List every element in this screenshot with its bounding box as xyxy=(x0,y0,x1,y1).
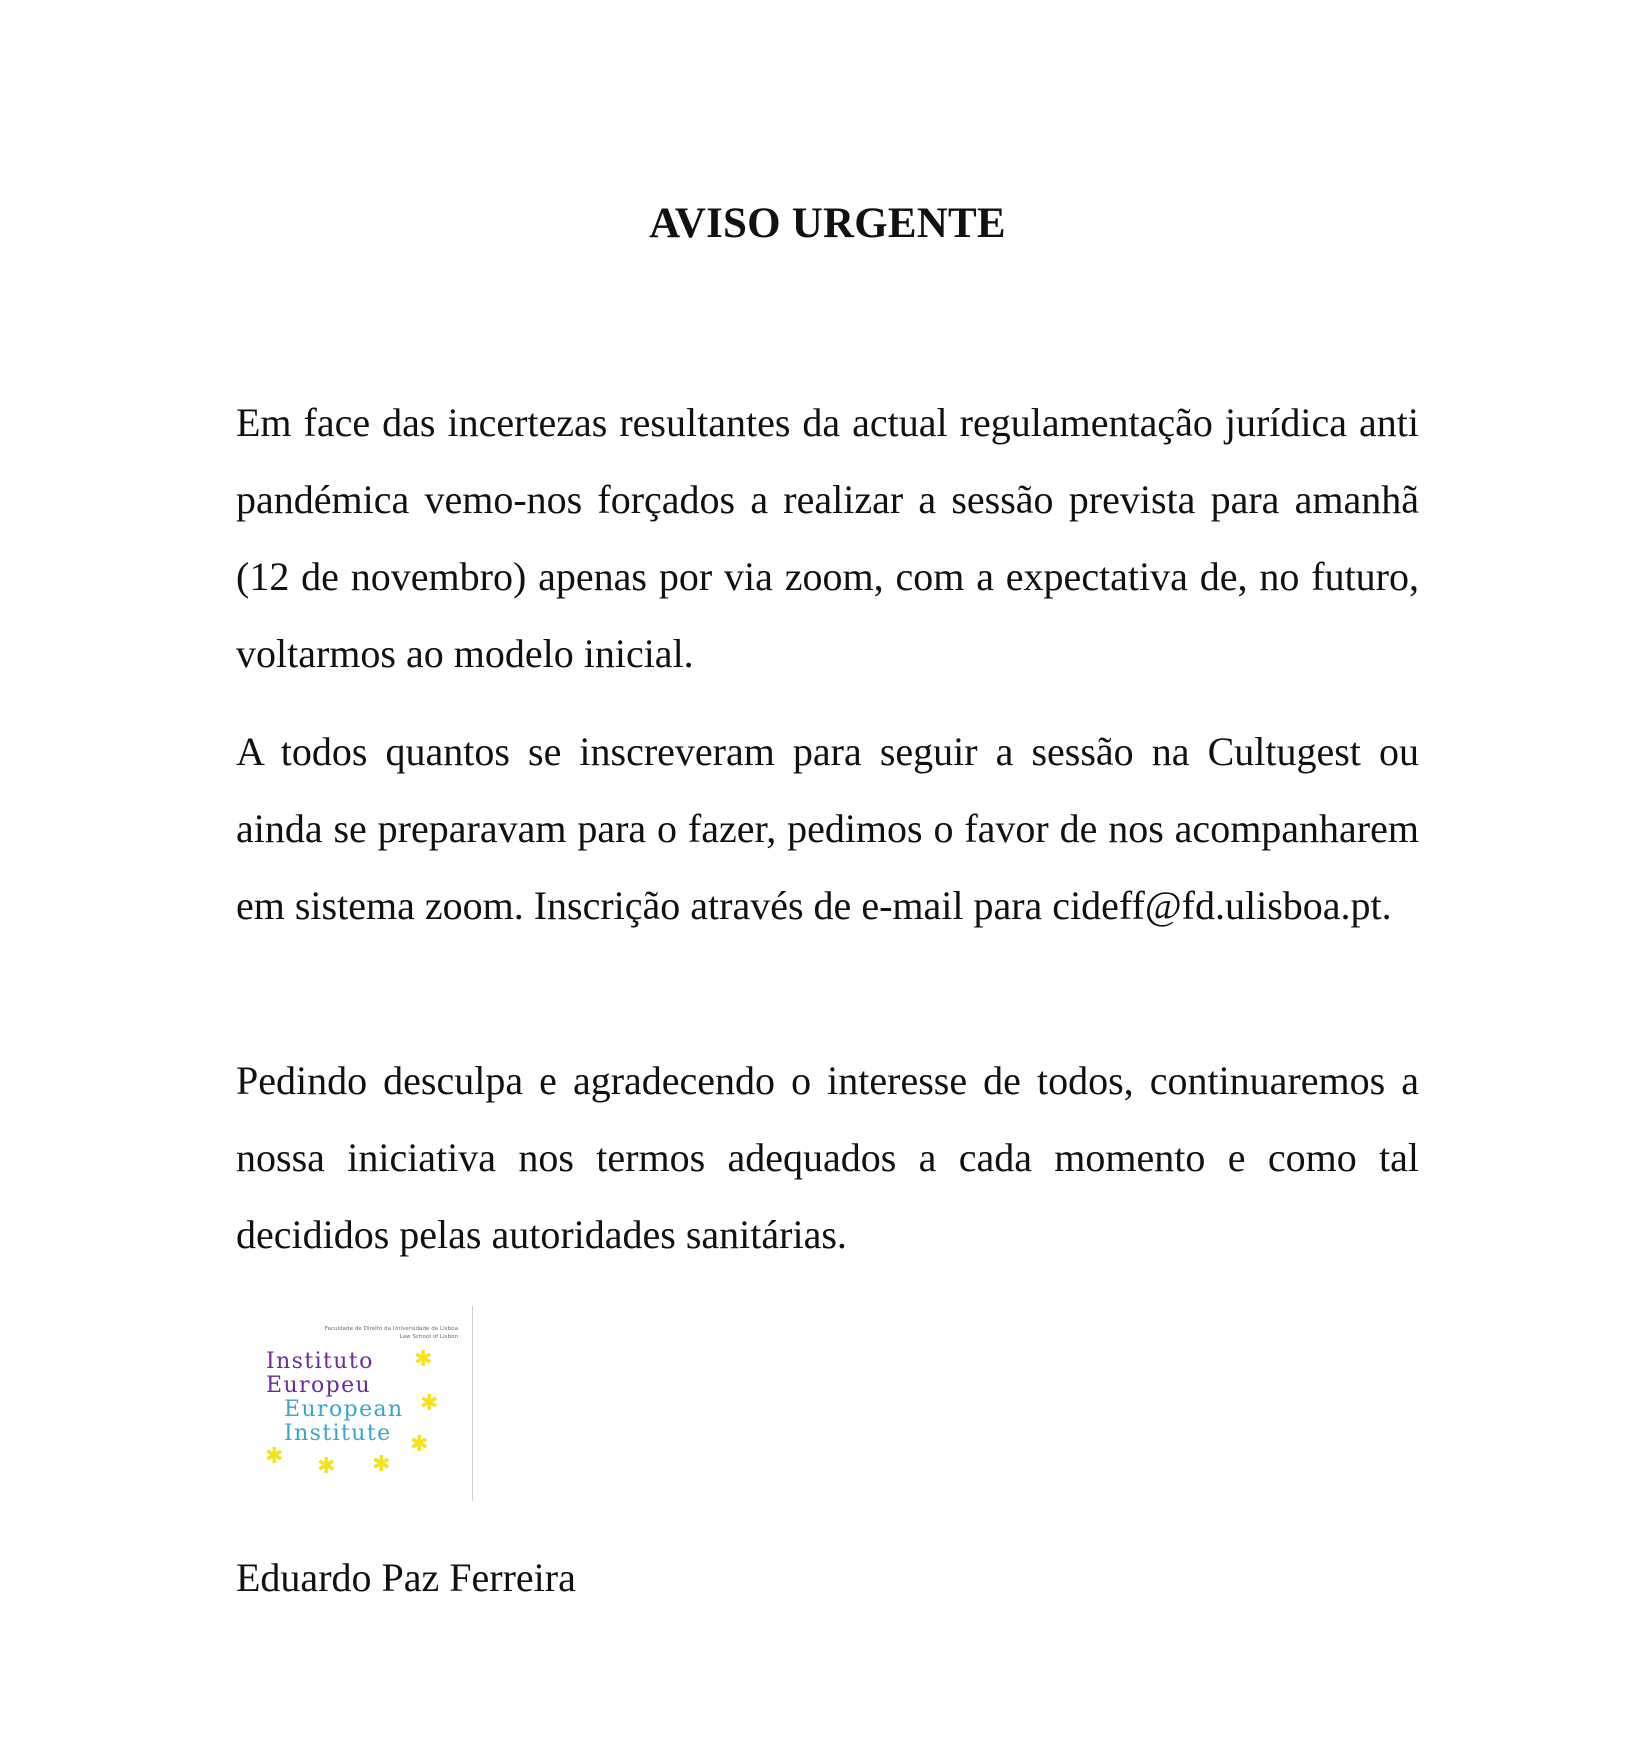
star-icon: ✱ xyxy=(317,1454,336,1479)
logo-faculty-line xyxy=(268,1325,458,1341)
paragraph-3-text: Pedindo desculpa e agradecendo o interesse de todos, continuaremos a nossa iniciativa nos termos adequados a cada momento e como tal decididos pelas autoridades sanitárias. xyxy=(236,1058,1419,1257)
signature-name: Eduardo Paz Ferreira xyxy=(236,1555,576,1600)
logo-european: European xyxy=(284,1397,404,1422)
logo-europeu: Europeu xyxy=(266,1373,372,1398)
paragraph-2-text: A todos quantos se inscreveram para seguir a sessão na Cultugest ou ainda se preparavam para o fazer, pedimos o favor de nos acompanharem em sistema zoom. Inscrição através de e-mail para cideff@fd.ulisboa.pt. xyxy=(236,729,1419,928)
logo-law-school-text: Law School of Lisbon xyxy=(399,1334,458,1340)
paragraph-2 xyxy=(236,713,1419,944)
paragraph-3 xyxy=(236,1042,1419,1273)
star-icon: ✱ xyxy=(372,1452,391,1477)
logo-instituto: Instituto xyxy=(266,1349,374,1374)
page-title: AVISO URGENTE xyxy=(649,200,1006,247)
paragraph-1 xyxy=(236,384,1419,692)
star-icon: ✱ xyxy=(410,1432,429,1457)
star-icon: ✱ xyxy=(414,1347,433,1372)
star-icon: ✱ xyxy=(265,1444,284,1469)
paragraph-1-text: Em face das incertezas resultantes da actual regulamentação jurídica anti pandémica vemo-nos forçados a realizar a sessão prevista para amanhã (12 de novembro) apenas por via zoom, com a expectativa de, no futuro, voltarmos ao modelo inicial. xyxy=(236,400,1419,676)
logo-institute: Institute xyxy=(284,1421,392,1446)
star-icon: ✱ xyxy=(420,1391,439,1416)
logo-faculty-text: Faculdade de Direito da Universidade de Lisboa xyxy=(324,1326,458,1332)
european-institute-logo xyxy=(250,1306,473,1501)
